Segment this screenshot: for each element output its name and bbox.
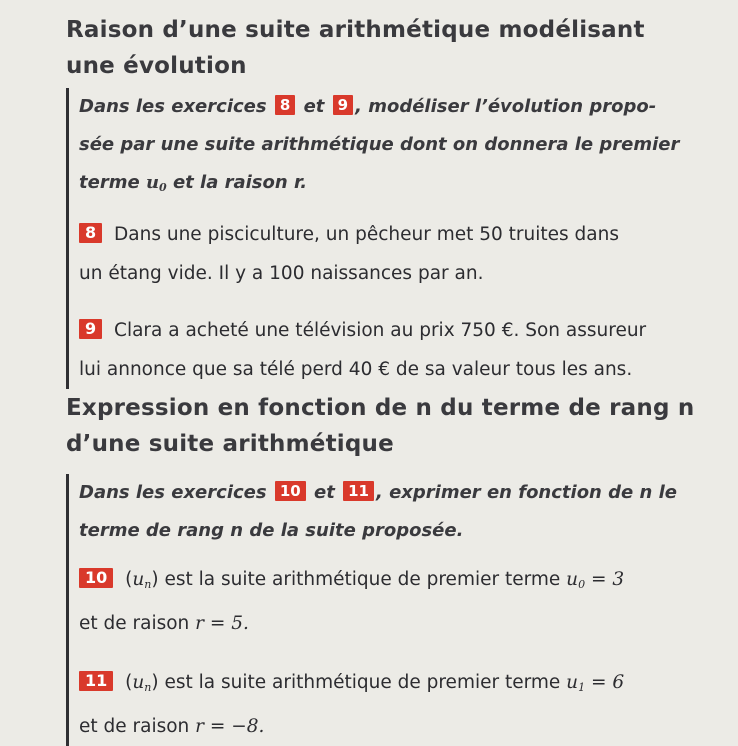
intro-text: et	[303, 96, 325, 117]
intro-text: Dans les exercices	[79, 482, 267, 503]
intro-text: , modéliser l’évolution propo-	[355, 96, 657, 117]
exercise-text: ) est la suite arithmétique de premier terme	[151, 569, 567, 590]
exercise-text: et de raison	[79, 716, 196, 737]
intro-text: Dans les exercices	[79, 96, 267, 117]
exercise-ref-badge: 8	[275, 95, 295, 115]
heading-line: Expression en fonction de n du terme de rang n	[66, 395, 695, 421]
exercise-block-1	[66, 88, 729, 389]
sequence-un: $u_n$	[132, 569, 152, 591]
instructions-intro	[79, 474, 729, 550]
intro-text: , exprimer en fonction de n le	[375, 482, 677, 503]
intro-text: sée par une suite arithmétique dont on donnera le premier	[79, 134, 680, 155]
exercise-number-badge: 8	[79, 223, 102, 243]
instructions-intro	[79, 88, 729, 207]
intro-text: terme de rang n de la suite proposée.	[79, 520, 464, 541]
exercise-number-badge: 10	[79, 568, 113, 588]
exercise-10: 10 $(u_n)$ est la suite arithmétique de premier terme $u_0 = 3$ et de raison r = 5.	[79, 568, 625, 634]
heading-line: d’une suite arithmétique	[66, 431, 394, 457]
variable-u: $u_0$	[145, 172, 167, 194]
first-term: $u_1 = 6$	[566, 672, 625, 694]
heading-line: une évolution	[66, 53, 247, 79]
first-term: $u_0 = 3$	[566, 569, 625, 591]
exercise-number-badge: 11	[79, 671, 113, 691]
heading-line: Raison d’une suite arithmétique modélisant	[66, 17, 645, 43]
sequence-un: $u_n$	[132, 672, 152, 694]
intro-text: et la raison r.	[166, 172, 308, 193]
ratio-value: r = 5.	[195, 613, 249, 634]
exercise-block-2	[66, 474, 729, 746]
intro-text: terme	[79, 172, 140, 193]
exercise-ref-badge: 11	[343, 481, 374, 501]
exercise-text: et de raison	[79, 613, 196, 634]
section-heading-expression	[66, 390, 694, 462]
exercise-9	[79, 311, 729, 389]
exercise-text: Clara a acheté une télévision au prix 750 €. Son assureur	[114, 320, 647, 341]
section-heading-raison	[66, 12, 645, 84]
exercise-text: lui annonce que sa télé perd 40 € de sa valeur tous les ans.	[79, 359, 633, 380]
exercise-text: un étang vide. Il y a 100 naissances par an.	[79, 263, 484, 284]
exercise-text: ) est la suite arithmétique de premier terme	[151, 672, 567, 693]
ratio-value: r = −8.	[195, 716, 265, 737]
exercise-text: Dans une pisciculture, un pêcheur met 50 truites dans	[114, 224, 619, 245]
intro-text: et	[314, 482, 335, 503]
exercise-ref-badge: 10	[275, 481, 306, 501]
exercise-number-badge: 9	[79, 319, 102, 339]
exercise-11: 11 $(u_n)$ est la suite arithmétique de premier terme $u_1 = 6$ et de raison r = −8.	[79, 671, 625, 737]
exercise-ref-badge: 9	[333, 95, 353, 115]
exercise-8	[79, 215, 729, 293]
